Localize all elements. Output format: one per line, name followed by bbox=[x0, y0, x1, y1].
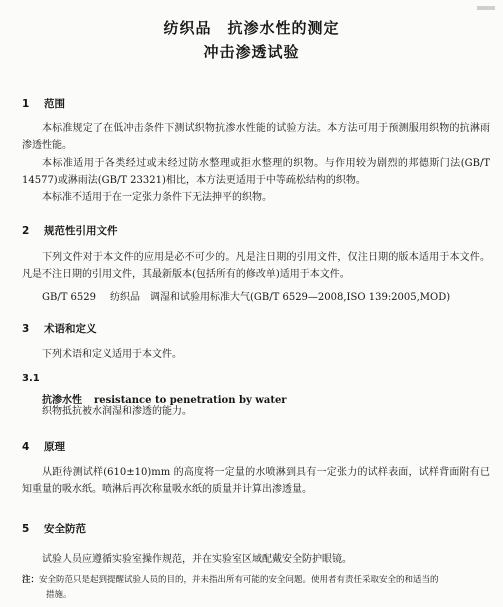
paragraph-scope-3: 本标准不适用于在一定张力条件下无法抻平的织物。 bbox=[42, 192, 272, 203]
term-english: resistance to penetration by water bbox=[94, 395, 287, 406]
paragraph-terms-1: 下列术语和定义适用于本文件。 bbox=[42, 349, 182, 360]
reference-title: 纺织品 调湿和试验用标准大气(GB/T 6529—2008,ISO 139:2005,MOD) bbox=[110, 292, 451, 303]
note-label: 注： bbox=[22, 575, 40, 585]
paragraph-principle-1: 从距待测试样(610±10)mm 的高度将一定量的水喷淋到具有一定张力的试样表面，试样背面附有已知重量的吸水纸。喷淋后再次称量吸水纸的质量并计算出渗透量。 bbox=[22, 467, 490, 495]
document-title: 纺织品 抗渗水性的测定 bbox=[163, 19, 340, 37]
term-definition: 织物抵抗被水润湿和渗透的能力。 bbox=[42, 406, 192, 417]
paragraph-normative-1: 下列文件对于本文件的应用是必不可少的。凡是注日期的引用文件，仅注日期的版本适用于本文件。凡是不注日期的引用文件，其最新版本(包括所有的修改单)适用于本文件。 bbox=[22, 252, 490, 280]
section-number: 2 bbox=[22, 225, 30, 237]
paragraph-scope-1: 本标准规定了在低冲击条件下测试织物抗渗水性能的试验方法。本方法可用于预测服用织物的抗淋雨渗透性能。 bbox=[22, 123, 490, 151]
paragraph-scope-2: 本标准适用于各类经过或未经过防水整理或拒水整理的织物。与作用较为剧烈的邦德斯门法(GB/T 14577)或淋雨法(GB/T 23321)相比，本方法更适用于中等疏松结构的织物。 bbox=[22, 158, 490, 186]
document-subtitle: 冲击渗透试验 bbox=[203, 43, 300, 61]
paragraph-safety-1: 试验人员应遵循实验室操作规范，并在实验室区域配戴安全防护眼镜。 bbox=[42, 554, 352, 565]
section-title: 范围 bbox=[44, 98, 65, 110]
section-heading-safety bbox=[22, 521, 86, 536]
section-heading-normative bbox=[22, 223, 118, 238]
section-title: 术语和定义 bbox=[44, 323, 97, 335]
note-continuation: 措施。 bbox=[46, 590, 72, 600]
section-heading-terms bbox=[22, 321, 97, 336]
reference-entry bbox=[42, 288, 464, 303]
section-title: 安全防范 bbox=[44, 523, 86, 535]
section-number: 3 bbox=[22, 323, 30, 335]
reference-code: GB/T 6529 bbox=[42, 292, 97, 303]
page-corner-mark bbox=[477, 6, 495, 10]
term-number: 3.1 bbox=[22, 373, 40, 384]
section-heading-principle bbox=[22, 439, 65, 454]
note-text: 安全防范只是起到提醒试验人员的目的，并未指出所有可能的安全问题。使用者有责任采取安全的和适当的 bbox=[39, 575, 439, 585]
term-chinese: 抗渗水性 bbox=[42, 395, 82, 406]
section-number: 1 bbox=[22, 98, 30, 110]
section-number: 5 bbox=[22, 523, 30, 535]
section-title: 原理 bbox=[44, 441, 65, 453]
section-number: 4 bbox=[22, 441, 30, 453]
safety-note bbox=[22, 573, 492, 603]
section-heading-scope bbox=[22, 96, 65, 111]
section-title: 规范性引用文件 bbox=[44, 225, 118, 237]
